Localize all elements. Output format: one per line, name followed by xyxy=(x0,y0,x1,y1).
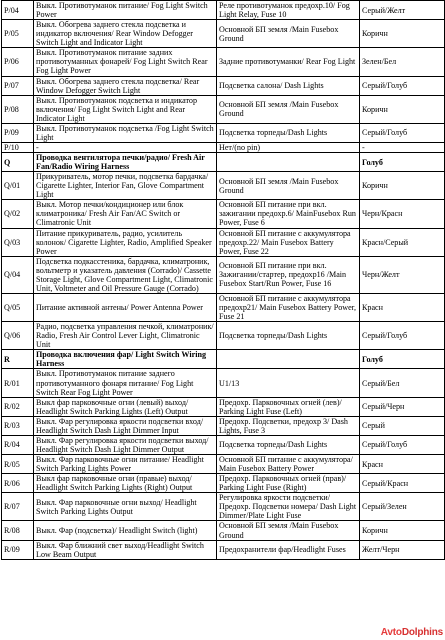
pin-id-cell: P/08 xyxy=(2,95,34,123)
circuit-cell: Предохр. Подсветки, предохр 3/ Dash Lights, Fuse 3 xyxy=(217,416,360,435)
description-cell: Выкл фар парковочные огни (правые) выход/ Headlight Switch Parking Lights (Right) Output xyxy=(34,474,217,493)
circuit-cell: Основной БП земля /Main Fusebox Ground xyxy=(217,95,360,123)
wiring-table xyxy=(1,0,445,560)
pin-id-cell: R/07 xyxy=(2,493,34,521)
wire-color-cell: Красн xyxy=(360,455,445,474)
table-row xyxy=(2,1,445,20)
table-row xyxy=(2,172,445,200)
description-cell: Выкл. Фар (подсветка)/ Headlight Switch (light) xyxy=(34,521,217,540)
circuit-cell: Нет/(no pin) xyxy=(217,142,360,152)
circuit-cell: Основной БП питание при вкл. Зажигании/стартер, предохр16 /Main Fusebox Start/Run Power, Fuse 16 xyxy=(217,256,360,293)
wire-color-cell: Серый/Голуб xyxy=(360,76,445,95)
circuit-cell: Основной БП питание с аккумулятора предохр.22/ Main Fusebox Battery Power, Fuse 22 xyxy=(217,228,360,256)
table-row xyxy=(2,48,445,76)
pin-id-cell: R/05 xyxy=(2,455,34,474)
circuit-cell xyxy=(217,350,360,369)
wire-color-cell: Голуб xyxy=(360,153,445,172)
pin-id-cell: Q/03 xyxy=(2,228,34,256)
description-cell: Выкл. Фар регулировка яркости подсветки вход/ Headlight Switch Dash Light Dimmer Input xyxy=(34,416,217,435)
table-row xyxy=(2,455,445,474)
description-cell: Выкл. Противотуманок питание заднего противотуманного фонаря питание/ Fog Light Switch Rear Fog Light Power xyxy=(34,369,217,397)
pin-id-cell: R/03 xyxy=(2,416,34,435)
pin-id-cell: R xyxy=(2,350,34,369)
circuit-cell: Основной БП земля /Main Fusebox Ground xyxy=(217,521,360,540)
description-cell: Питание активной антены/ Power Antenna Power xyxy=(34,293,217,321)
pin-id-cell: R/04 xyxy=(2,435,34,454)
wire-color-cell: Коричн xyxy=(360,521,445,540)
circuit-cell: Регулировка яркости подсветки/ Предохр. Подсветки номера/ Dash Light Dimmer/Plate Light Fuse xyxy=(217,493,360,521)
wire-color-cell: Голуб xyxy=(360,350,445,369)
description-cell: Радио, подсветка управления печкой, климатроник/ Radio, Fresh Air Control Lever Light, Climatronic Unit xyxy=(34,322,217,350)
wire-color-cell: Серый/Зелен xyxy=(360,493,445,521)
description-cell: - xyxy=(34,142,217,152)
pin-id-cell: P/06 xyxy=(2,48,34,76)
pin-id-cell: P/05 xyxy=(2,20,34,48)
wire-color-cell: Коричн xyxy=(360,20,445,48)
pin-id-cell: R/08 xyxy=(2,521,34,540)
table-row xyxy=(2,474,445,493)
table-row xyxy=(2,228,445,256)
table-row xyxy=(2,200,445,228)
description-cell: Выкл фар парковочные огни (левый) выход/ Headlight Switch Parking Lights (Left) Output xyxy=(34,397,217,416)
circuit-cell: Реле противотуманок предохр.10/ Fog Light Relay, Fuse 10 xyxy=(217,1,360,20)
circuit-cell: Основной БП питание при вкл. зажигании предохр.6/ MainFusebox Run Power, Fuse 6 xyxy=(217,200,360,228)
pin-id-cell: Q/05 xyxy=(2,293,34,321)
wire-color-cell: Черн/Красн xyxy=(360,200,445,228)
pin-id-cell: P/09 xyxy=(2,123,34,142)
table-row xyxy=(2,76,445,95)
pin-id-cell: P/10 xyxy=(2,142,34,152)
circuit-cell: Подсветка торпеды/Dash Lights xyxy=(217,322,360,350)
circuit-cell: U1/13 xyxy=(217,369,360,397)
table-row xyxy=(2,123,445,142)
table-row xyxy=(2,540,445,559)
wire-color-cell: - xyxy=(360,142,445,152)
watermark-prefix: Avto xyxy=(380,627,402,638)
wire-color-cell: Красн/Серый xyxy=(360,228,445,256)
wire-color-cell: Серый/Бел xyxy=(360,369,445,397)
wire-color-cell: Коричн xyxy=(360,95,445,123)
description-cell: Выкл. Мотор печки/кондиционер или блок климатроника/ Fresh Air Fan/AC Switch or Climatronic Unit xyxy=(34,200,217,228)
description-cell: Питание прикуриватель, радио, усилитель колонок/ Cigarette Lighter, Radio, Amplified Speaker Power xyxy=(34,228,217,256)
table-row xyxy=(2,416,445,435)
circuit-cell: Подсветка торпеды/Dash Lights xyxy=(217,123,360,142)
description-cell: Выкл. Фар ближний свет выход/Headlight Switch Low Beam Output xyxy=(34,540,217,559)
circuit-cell: Основной БП земля /Main Fusebox Ground xyxy=(217,172,360,200)
description-cell: Проводка включения фар/ Light Switch Wiring Harness xyxy=(34,350,217,369)
watermark-suffix: Dolphins xyxy=(401,627,443,638)
wire-color-cell: Черн/Желт xyxy=(360,256,445,293)
description-cell: Выкл. Противотуманок подсветка /Fog Light Switch Light xyxy=(34,123,217,142)
description-cell: Выкл. Фар парковочные огни выход/ Headlight Switch Parking Lights Output xyxy=(34,493,217,521)
table-row xyxy=(2,95,445,123)
pin-id-cell: Q/06 xyxy=(2,322,34,350)
pin-id-cell: Q/02 xyxy=(2,200,34,228)
pin-id-cell: Q xyxy=(2,153,34,172)
circuit-cell: Подсветка салона/ Dash Lights xyxy=(217,76,360,95)
wire-color-cell: Серый/Голуб xyxy=(360,123,445,142)
circuit-cell xyxy=(217,153,360,172)
description-cell: Выкл. Противотуманок подсветка и индикатор включения/ Fog Light Switch Light and Rear Indicator Light xyxy=(34,95,217,123)
description-cell: Выкл. Противотуманок питание/ Fog Light Switch Power xyxy=(34,1,217,20)
table-row xyxy=(2,142,445,152)
pin-id-cell: R/09 xyxy=(2,540,34,559)
wire-color-cell: Серый/Голуб xyxy=(360,435,445,454)
wire-color-cell: Серый/Желт xyxy=(360,1,445,20)
watermark-logo xyxy=(381,627,443,638)
section-row xyxy=(2,350,445,369)
description-cell: Подсветка подкасстеника, бардачка, климатроник, вольтметр и указатель давления (Corrado)/ Cassette Storage Light, Glove Compartment Light, Climatronic Unit, Voltmeter and Oil Pressure Gauge (Corrado) xyxy=(34,256,217,293)
table-row xyxy=(2,397,445,416)
description-cell: Выкл. Фар парковочные огни питание/ Headlight Switch Parking Lights Power xyxy=(34,455,217,474)
table-row xyxy=(2,293,445,321)
wire-color-cell: Коричн xyxy=(360,172,445,200)
wire-color-cell: Серый xyxy=(360,416,445,435)
pin-id-cell: P/07 xyxy=(2,76,34,95)
wire-color-cell: Желт/Черн xyxy=(360,540,445,559)
pin-id-cell: R/02 xyxy=(2,397,34,416)
description-cell: Прикуриватель, мотор печки, подсветка бардачка/ Cigarette Lighter, Interior Fan, Glove Compartment Light xyxy=(34,172,217,200)
table-row xyxy=(2,521,445,540)
circuit-cell: Основной БП питание с аккумулятора/ Main Fusebox Battery Power xyxy=(217,455,360,474)
wire-color-cell: Зелен/Бел xyxy=(360,48,445,76)
circuit-cell: Задние противотуманки/ Rear Fog Light xyxy=(217,48,360,76)
pin-id-cell: Q/01 xyxy=(2,172,34,200)
description-cell: Выкл. Обогрева заднего стекла подсветка и индикатор включения/ Rear Window Defogger Switch Light and Indicator Light xyxy=(34,20,217,48)
pin-id-cell: R/01 xyxy=(2,369,34,397)
circuit-cell: Предохр. Парковочных огней (лев)/ Parking Light Fuse (Left) xyxy=(217,397,360,416)
circuit-cell: Предохр. Парковочных огней (прав)/ Parking Light Fuse (Right) xyxy=(217,474,360,493)
circuit-cell: Предохранители фар/Headlight Fuses xyxy=(217,540,360,559)
pin-id-cell: Q/04 xyxy=(2,256,34,293)
description-cell: Выкл. Обогрева заднего стекла подсветка/ Rear Window Defogger Switch Light xyxy=(34,76,217,95)
wire-color-cell: Серый/Черн xyxy=(360,397,445,416)
table-row xyxy=(2,256,445,293)
wire-color-cell: Серый/Красн xyxy=(360,474,445,493)
pin-id-cell: R/06 xyxy=(2,474,34,493)
pin-id-cell: P/04 xyxy=(2,1,34,20)
description-cell: Проводка вентилятора печки/радио/ Fresh Air Fan/Radio Wiring Harness xyxy=(34,153,217,172)
table-row xyxy=(2,20,445,48)
circuit-cell: Основной БП питание с аккумулятора предохр21/ Main Fusebox Battery Power, Fuse 21 xyxy=(217,293,360,321)
circuit-cell: Подсветка торпеды/Dash Lights xyxy=(217,435,360,454)
table-row xyxy=(2,493,445,521)
table-row xyxy=(2,322,445,350)
description-cell: Выкл. Фар регулировка яркости подсветки выход/ Headlight Switch Dash Light Dimmer Output xyxy=(34,435,217,454)
description-cell: Выкл. Противотуманок питание задних противотуманных фонарей/ Fog Light Switch Rear Fog Light Power xyxy=(34,48,217,76)
section-row xyxy=(2,153,445,172)
wire-color-cell: Серый/Голуб xyxy=(360,322,445,350)
table-row xyxy=(2,369,445,397)
table-row xyxy=(2,435,445,454)
circuit-cell: Основной БП земля /Main Fusebox Ground xyxy=(217,20,360,48)
wire-color-cell: Красн xyxy=(360,293,445,321)
